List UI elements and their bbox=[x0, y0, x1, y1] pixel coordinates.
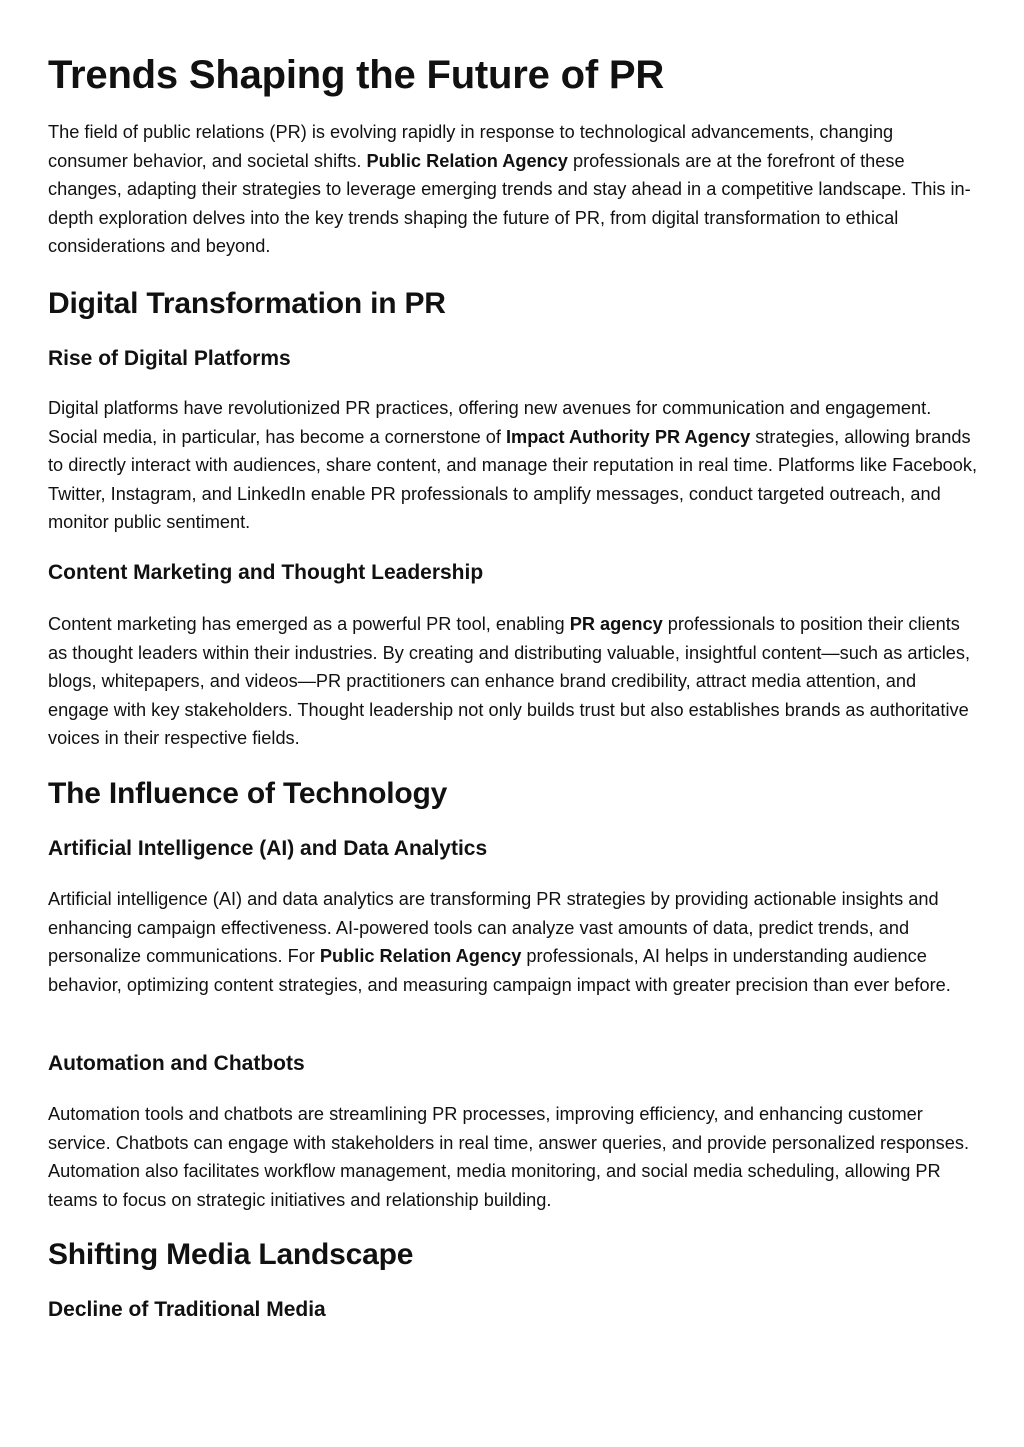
subsection-decline-traditional-media bbox=[48, 1296, 978, 1324]
paragraph-text-after: professionals, AI helps in understanding audience behavior, optimizing content strategies, and measuring campaign impact with greater precision than ever before. bbox=[48, 946, 951, 995]
subsection-heading: Decline of Traditional Media bbox=[48, 1298, 326, 1321]
paragraph-bold-term: Public Relation Agency bbox=[319, 946, 522, 967]
intro-text-before: The field of public relations (PR) is evolving rapidly in response to technological advancements, changing consumer behavior, and societal shifts. bbox=[48, 122, 894, 171]
paragraph-text-before: Digital platforms have revolutionized PR practices, offering new avenues for communication and engagement. Social media, in particular, has become a cornerstone of bbox=[48, 398, 932, 447]
intro-paragraph bbox=[48, 118, 978, 261]
paragraph-digital-platforms-block bbox=[48, 394, 978, 537]
intro-text-after: professionals are at the forefront of these changes, adapting their strategies to leverage emerging trends and stay ahead in a competitive landscape. This in-depth exploration delves into the key trends shaping the future of PR, from digital transformation to ethical considerations and beyond. bbox=[48, 150, 971, 257]
subsection-heading: Artificial Intelligence (AI) and Data Analytics bbox=[48, 837, 488, 860]
section-heading: The Influence of Technology bbox=[48, 777, 448, 810]
paragraph-ai-block bbox=[48, 885, 978, 999]
intro-paragraph-block bbox=[48, 118, 978, 261]
subsection-automation-chatbots bbox=[48, 1050, 978, 1078]
page-title: Trends Shaping the Future of PR bbox=[48, 53, 665, 97]
paragraph-bold-term: Impact Authority PR Agency bbox=[505, 426, 751, 447]
section-influence-of-technology bbox=[48, 775, 978, 813]
section-heading: Shifting Media Landscape bbox=[48, 1238, 414, 1271]
section-heading: Digital Transformation in PR bbox=[48, 287, 446, 320]
intro-bold-term: Public Relation Agency bbox=[366, 150, 568, 171]
paragraph-automation: Automation tools and chatbots are streamlining PR processes, improving efficiency, and enhancing customer service. Chatbots can engage with stakeholders in real time, answer queries, and provide personalized responses. Automation also facilitates workflow management, media monitoring, and social media scheduling, allowing PR teams to focus on strategic initiatives and relationship building. bbox=[48, 1104, 969, 1210]
paragraph-ai bbox=[48, 885, 978, 999]
section-shifting-media-landscape bbox=[48, 1236, 978, 1274]
paragraph-text-after: strategies, allowing brands to directly interact with audiences, share content, and manage their reputation in real time. Platforms like Facebook, Twitter, Instagram, and LinkedIn enable PR professionals to amplify messages, conduct targeted outreach, and monitor public sentiment. bbox=[48, 426, 978, 533]
subsection-heading: Automation and Chatbots bbox=[48, 1052, 305, 1075]
paragraph-content-marketing-block bbox=[48, 610, 978, 753]
subsection-rise-of-digital-platforms bbox=[48, 345, 978, 373]
paragraph-text-after: professionals to position their clients as thought leaders within their industries. By creating and distributing valuable, insightful content—such as articles, blogs, whitepapers, and videos—PR practitioners can enhance brand credibility, attract media attention, and engage with key stakeholders. Thought leadership not only builds trust but also establishes brands as authoritative voices in their respective fields. bbox=[48, 614, 971, 749]
paragraph-automation-block bbox=[48, 1100, 978, 1214]
paragraph-digital-platforms bbox=[48, 394, 978, 537]
subsection-heading: Rise of Digital Platforms bbox=[48, 347, 291, 370]
subsection-content-marketing bbox=[48, 559, 978, 587]
paragraph-text-before: Artificial intelligence (AI) and data analytics are transforming PR strategies by providing actionable insights and enhancing campaign effectiveness. AI-powered tools can analyze vast amounts of data, predict trends, and personalize communications. For bbox=[48, 889, 939, 967]
subsection-heading: Content Marketing and Thought Leadership bbox=[48, 561, 484, 584]
paragraph-content-marketing bbox=[48, 610, 978, 753]
paragraph-text-before: Content marketing has emerged as a powerful PR tool, enabling bbox=[48, 614, 570, 634]
section-digital-transformation bbox=[48, 285, 978, 323]
paragraph-bold-term: PR agency bbox=[569, 614, 663, 634]
subsection-ai-data-analytics bbox=[48, 835, 978, 863]
